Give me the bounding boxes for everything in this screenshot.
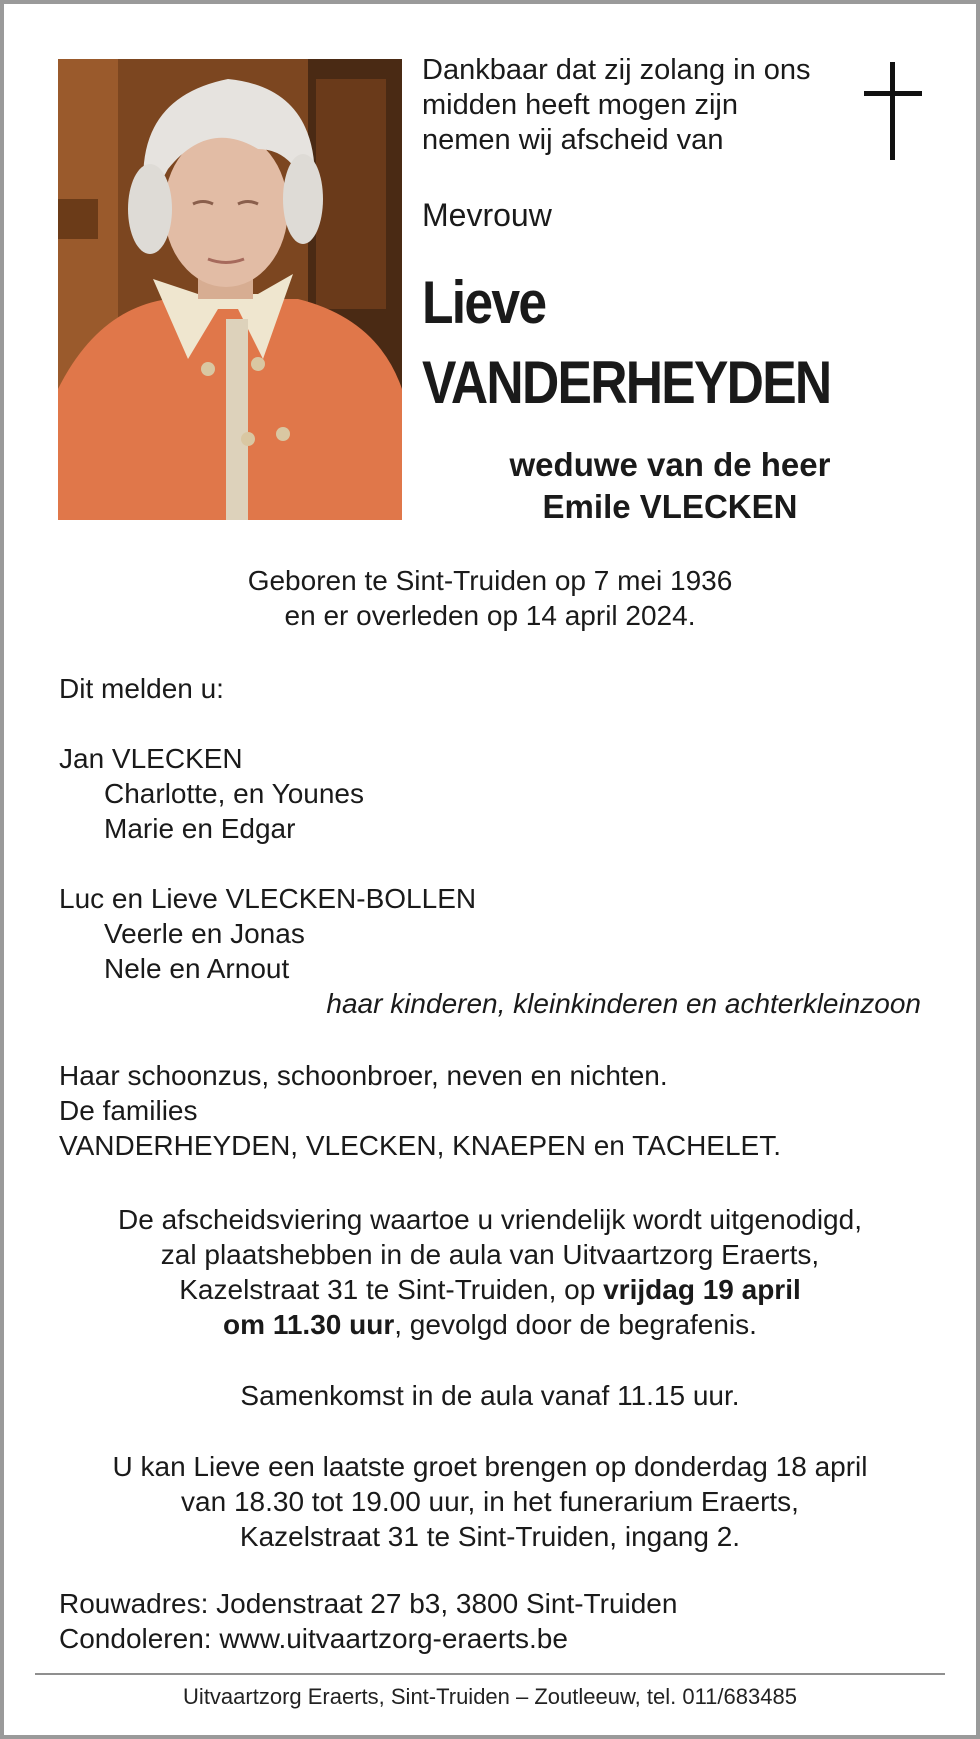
birth-death-info (40, 563, 940, 633)
contact-info (59, 1586, 677, 1656)
relatives (59, 1058, 781, 1163)
widow-line: Emile VLECKEN (542, 488, 798, 525)
family-group-2 (59, 881, 921, 1021)
deceased-first-name: Lieve (422, 269, 546, 336)
announce-intro: Dit melden u: (59, 673, 224, 704)
visitation-line: Kazelstraat 31 te Sint-Truiden, ingang 2. (239, 1521, 741, 1552)
ceremony-line: De afscheidsviering waartoe u vriendelijk wordt uitgenodigd, (118, 1204, 862, 1235)
death-line: en er overleden op 14 april 2024. (284, 600, 696, 631)
widow-line: weduwe van de heer (509, 446, 831, 483)
family-member: Veerle en Jonas (104, 918, 305, 949)
visitation-line: U kan Lieve een laatste groet brengen op donderdag 18 april (112, 1451, 868, 1482)
intro-text (422, 53, 852, 158)
funeral-home-footer: Uitvaartzorg Eraerts, Sint-Truiden – Zoutleeuw, tel. 011/683485 (183, 1684, 797, 1709)
honorific: Mevrouw (422, 197, 552, 233)
deceased-last-name: VANDERHEYDEN (422, 349, 831, 416)
intro-line: Dankbaar dat zij zolang in ons (422, 54, 811, 86)
birth-line: Geboren te Sint-Truiden op 7 mei 1936 (247, 565, 733, 596)
condolence-link[interactable]: Condoleren: www.uitvaartzorg-eraerts.be (59, 1623, 568, 1654)
ceremony-date: vrijdag 19 april (603, 1274, 801, 1305)
mourning-address: Rouwadres: Jodenstraat 27 b3, 3800 Sint-Truiden (59, 1588, 678, 1619)
ceremony-line (40, 1307, 940, 1342)
ceremony-time: om 11.30 uur (223, 1309, 395, 1340)
relatives-line: De families (59, 1095, 198, 1126)
ceremony-line (40, 1272, 940, 1307)
relatives-line: VANDERHEYDEN, VLECKEN, KNAEPEN en TACHELET. (59, 1130, 781, 1161)
latin-cross-icon (864, 62, 922, 160)
family-member: Marie en Edgar (104, 813, 296, 844)
portrait-photo (58, 59, 402, 520)
footer-divider (35, 1673, 945, 1675)
family-member: Nele en Arnout (104, 953, 290, 984)
intro-line: nemen wij afscheid van (422, 124, 724, 156)
widow-of (440, 444, 900, 528)
family-member: Charlotte, en Younes (104, 778, 364, 809)
visitation-info (40, 1449, 940, 1554)
family-relation: haar kinderen, kleinkinderen en achterkleinzoon (326, 988, 921, 1019)
family-group-1 (59, 741, 364, 846)
family-head: Jan VLECKEN (59, 743, 243, 774)
ceremony-text: Kazelstraat 31 te Sint-Truiden, op (179, 1274, 604, 1305)
ceremony-info (40, 1202, 940, 1342)
gathering-info: Samenkomst in de aula vanaf 11.15 uur. (240, 1380, 740, 1411)
ceremony-text: , gevolgd door de begrafenis. (394, 1309, 757, 1340)
intro-line: midden heeft mogen zijn (422, 89, 738, 121)
ceremony-line: zal plaatshebben in de aula van Uitvaartzorg Eraerts, (160, 1239, 820, 1270)
family-head: Luc en Lieve VLECKEN-BOLLEN (59, 883, 477, 914)
visitation-line: van 18.30 tot 19.00 uur, in het funerarium Eraerts, (181, 1486, 799, 1517)
relatives-line: Haar schoonzus, schoonbroer, neven en nichten. (59, 1060, 668, 1091)
